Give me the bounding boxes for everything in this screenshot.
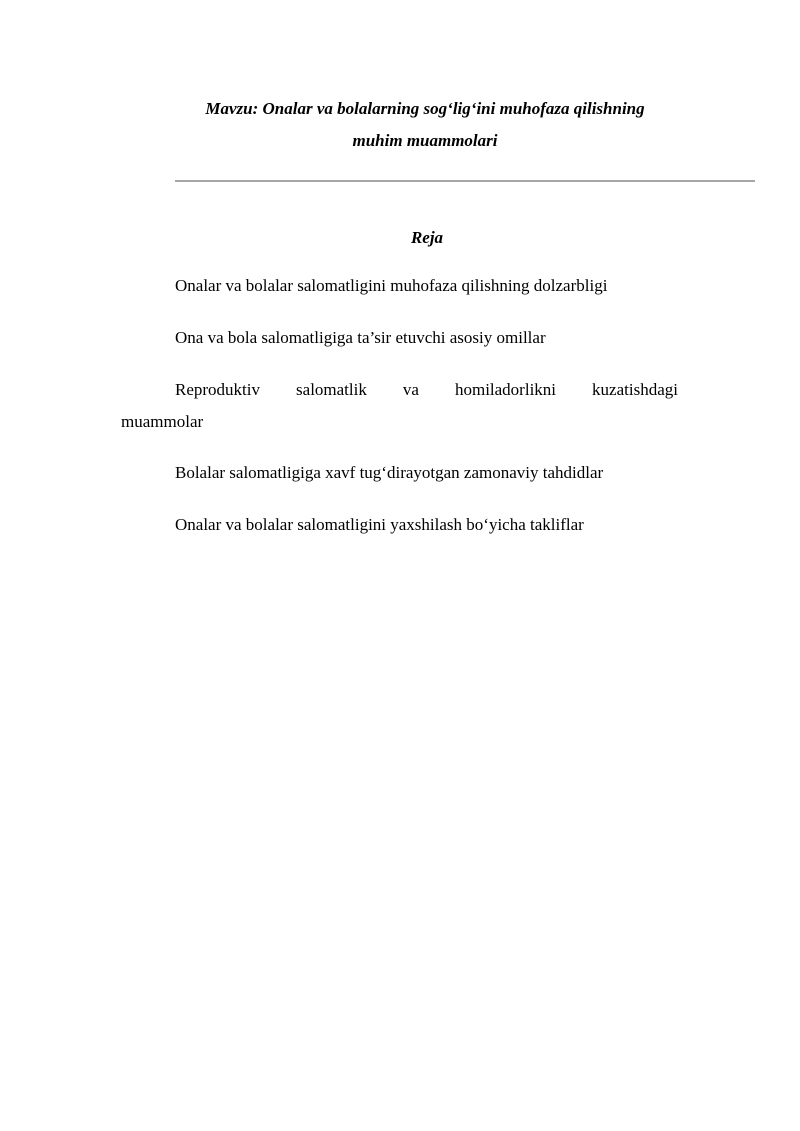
plan-item-3-word: salomatlik <box>296 380 367 399</box>
plan-item-3-word: va <box>402 380 419 399</box>
plan-item-3-word: homiladorlikni <box>454 380 557 399</box>
plan-item-5: Onalar va bolalar salomatligini yaxshilash bo‘yicha takliflar <box>175 515 584 534</box>
document-title-line-1: Mavzu: Onalar va bolalarning sog‘lig‘ini muhofaza qilishning <box>205 99 645 118</box>
title-divider <box>175 180 755 182</box>
plan-item-3-continuation: muammolar <box>121 412 204 431</box>
plan-item-4: Bolalar salomatligiga xavf tug‘dirayotgan zamonaviy tahdidlar <box>175 463 604 482</box>
plan-item-3-word: kuzatishdagi <box>592 380 678 399</box>
plan-heading: Reja <box>410 228 444 247</box>
plan-item-3 <box>175 378 678 402</box>
plan-item-1: Onalar va bolalar salomatligini muhofaza qilishning dolzarbligi <box>175 276 608 295</box>
plan-item-3-word: Reproduktiv <box>175 380 260 399</box>
document-title-line-2: muhim muammolari <box>352 131 498 150</box>
plan-item-2: Ona va bola salomatligiga ta’sir etuvchi asosiy omillar <box>175 328 546 347</box>
